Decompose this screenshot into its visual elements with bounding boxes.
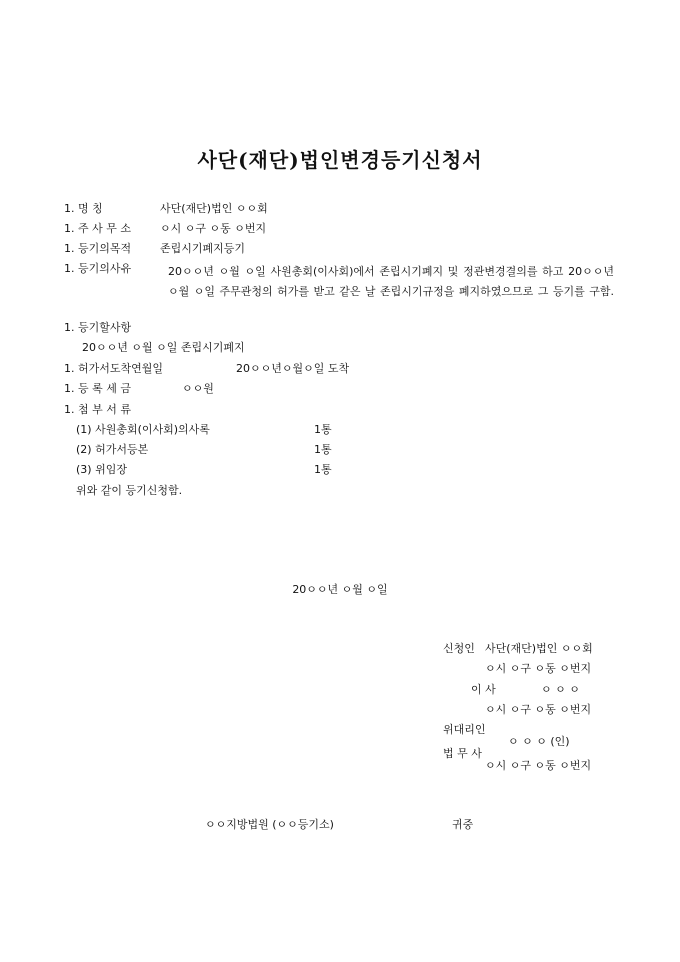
- attachment-item-count: 1통: [314, 423, 332, 436]
- attachment-item-name: (1) 사원총회(이사회)의사록: [76, 423, 210, 436]
- closing-statement: 위와 같이 등기신청함.: [76, 484, 183, 497]
- registration-matters-value: 20ㅇㅇ년 ㅇ월 ㅇ일 존립시기폐지: [82, 341, 245, 354]
- purpose-value: 존립시기폐지등기: [160, 242, 246, 255]
- registration-matters-label: 1. 등기할사항: [64, 321, 132, 334]
- permit-arrival-value: 20ㅇㅇ년ㅇ월ㅇ일 도착: [236, 362, 350, 375]
- attachment-item-count: 1통: [314, 443, 332, 456]
- attachment-item-count: 1통: [314, 463, 332, 476]
- agent-title: 법 무 사: [443, 747, 482, 760]
- applicant-name: 사단(재단)법인 ㅇㅇ회: [485, 642, 593, 655]
- director-address: ㅇ시 ㅇ구 ㅇ동 ㅇ번지: [485, 703, 592, 716]
- agent-label: 위대리인: [443, 723, 486, 736]
- recipient-honorific: 귀중: [452, 818, 474, 831]
- reason-label: 1. 등기의사유: [64, 262, 132, 275]
- purpose-label: 1. 등기의목적: [64, 242, 132, 255]
- applicant-address: ㅇ시 ㅇ구 ㅇ동 ㅇ번지: [485, 662, 592, 675]
- page-title: 사단(재단)법인변경등기신청서: [197, 148, 483, 172]
- agent-name: ㅇ ㅇ ㅇ (인): [508, 735, 570, 748]
- applicant-label: 신청인: [443, 642, 475, 655]
- director-name: ㅇ ㅇ ㅇ: [541, 683, 580, 696]
- reason-value: 20ㅇㅇ년 ㅇ월 ㅇ일 사원총회(이사회)에서 존립시기폐지 및 정관변경결의를 하고 20ㅇㅇ년 ㅇ월 ㅇ일 주무관청의 허가를 받고 같은 날 존립시기규정을 폐지하였으므로 그 등기를 구함.: [168, 265, 614, 298]
- attachments-label: 1. 첨 부 서 류: [64, 403, 131, 416]
- office-value: ㅇ시 ㅇ구 ㅇ동 ㅇ번지: [160, 222, 267, 235]
- filing-date: 20ㅇㅇ년 ㅇ월 ㅇ일: [292, 583, 388, 596]
- director-label: 이 사: [471, 683, 496, 696]
- agent-address: ㅇ시 ㅇ구 ㅇ동 ㅇ번지: [485, 759, 592, 772]
- name-label: 1. 명 칭: [64, 202, 103, 215]
- attachment-item-name: (3) 위임장: [76, 463, 127, 476]
- office-label: 1. 주 사 무 소: [64, 222, 131, 235]
- registration-tax-label: 1. 등 록 세 금: [64, 382, 131, 395]
- permit-arrival-label: 1. 허가서도착연월일: [64, 362, 163, 375]
- registration-tax-value: ㅇㅇ원: [182, 382, 214, 395]
- attachment-item-name: (2) 허가서등본: [76, 443, 149, 456]
- name-value: 사단(재단)법인 ㅇㅇ회: [160, 202, 268, 215]
- court-name: ㅇㅇ지방법원 (ㅇㅇ등기소): [205, 818, 334, 831]
